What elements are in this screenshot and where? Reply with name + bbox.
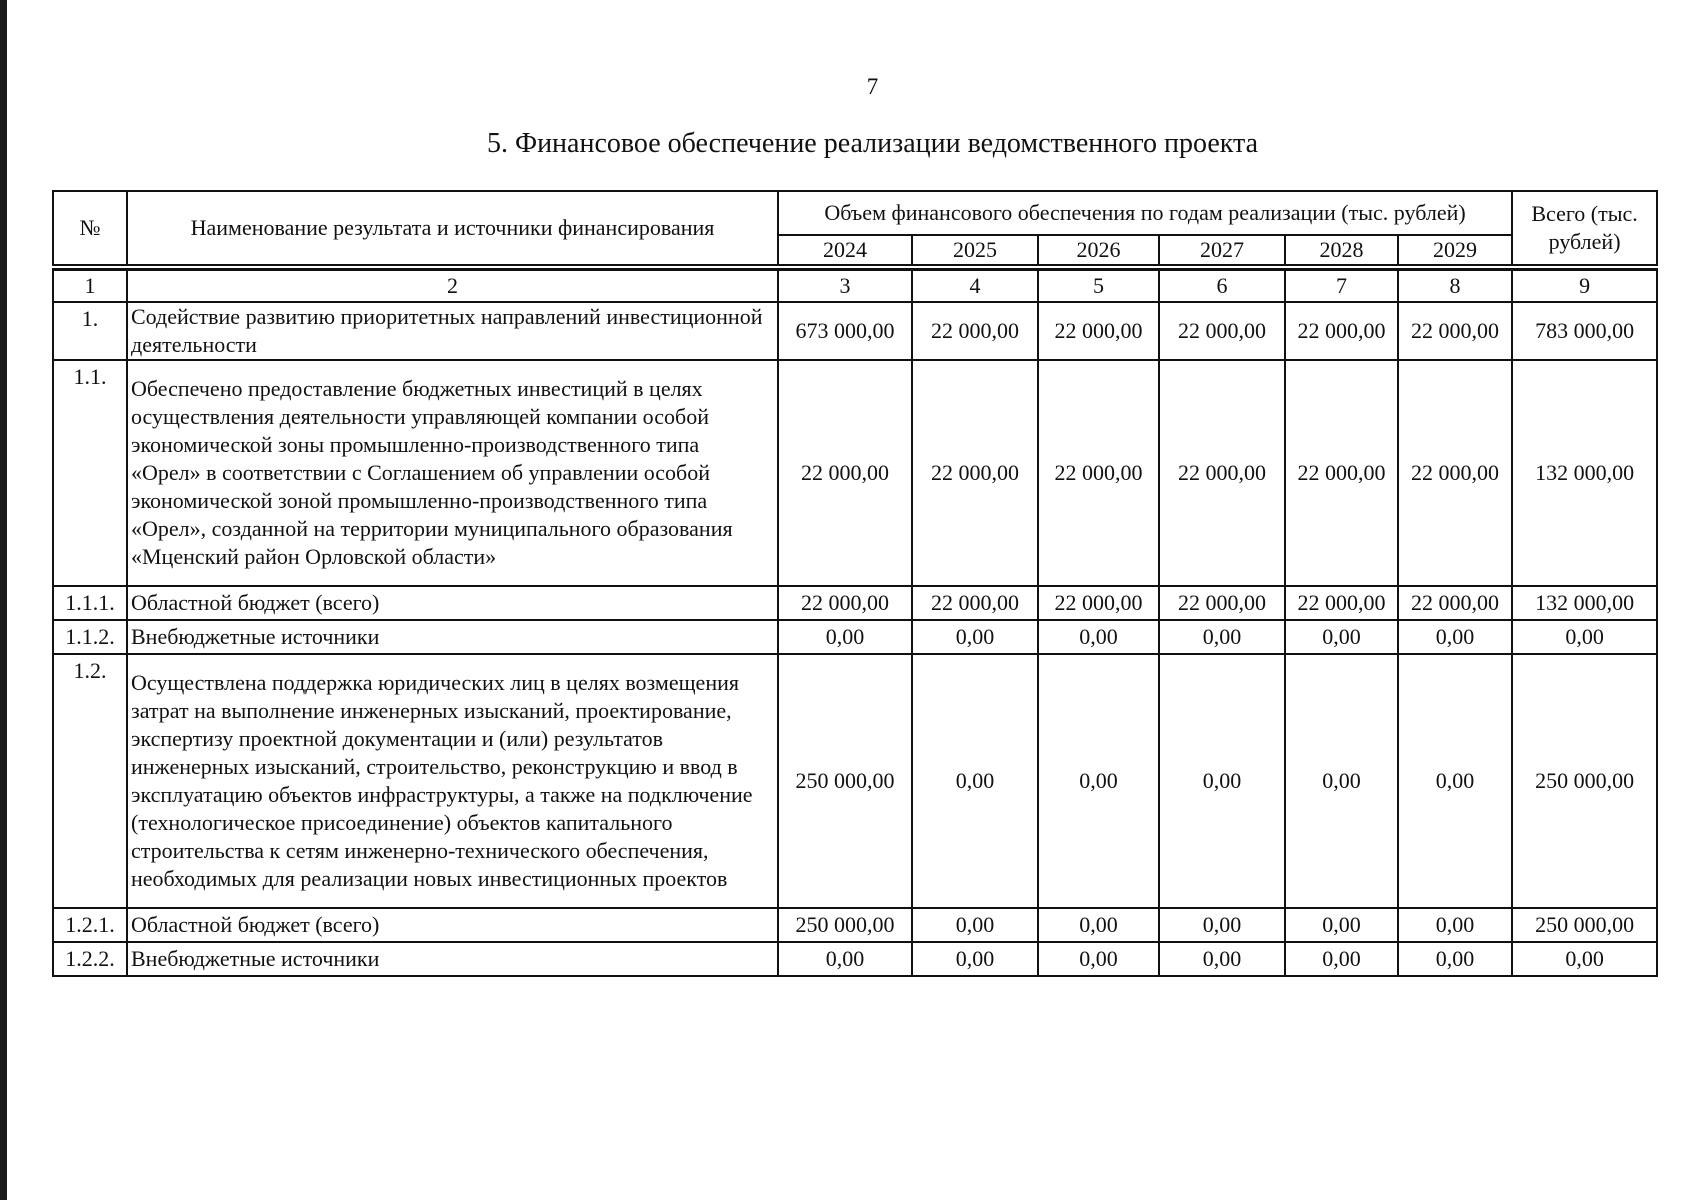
row-value: 0,00 [1398,654,1512,908]
row-value: 0,00 [912,654,1038,908]
row-total: 250 000,00 [1512,654,1657,908]
table-row [53,942,1657,976]
column-number: 1 [53,270,127,303]
row-value: 22 000,00 [1285,302,1398,360]
scan-left-edge [0,0,7,1200]
row-name: Обеспечено предоставление бюджетных инвестиций в целях осуществления деятельности управляющей компании особой экономической зоны промышленно-производственного типа «Орел» в соответствии с Соглашением об управлении особой экономической зоной промышленно-производственного типа «Орел», созданной на территории муниципального образования «Мценский район Орловской области» [127,360,778,586]
table-row [53,908,1657,942]
row-value: 0,00 [1038,654,1159,908]
row-value: 250 000,00 [778,908,912,942]
row-value: 0,00 [912,620,1038,654]
row-value: 22 000,00 [912,586,1038,620]
financing-table [52,190,1658,977]
row-value: 22 000,00 [1038,586,1159,620]
header-year: 2025 [912,235,1038,265]
page-number: 7 [866,74,879,99]
row-value: 673 000,00 [778,302,912,360]
column-numbers-row [53,270,1657,303]
row-value: 0,00 [1285,620,1398,654]
row-value: 0,00 [1285,908,1398,942]
row-value: 0,00 [778,942,912,976]
header-year: 2027 [1159,235,1285,265]
row-value: 0,00 [1159,620,1285,654]
row-total: 132 000,00 [1512,586,1657,620]
column-number: 7 [1285,270,1398,303]
column-number: 5 [1038,270,1159,303]
row-name: Содействие развитию приоритетных направлений инвестиционной деятельности [127,302,778,360]
row-total: 0,00 [1512,620,1657,654]
table-row [53,360,1657,586]
row-num: 1.2.2. [53,942,127,976]
row-value: 0,00 [1038,908,1159,942]
row-value: 22 000,00 [1285,586,1398,620]
row-name: Осуществлена поддержка юридических лиц в целях возмещения затрат на выполнение инженерных изысканий, проектирование, экспертизу проектной документации и (или) результатов инженерных изысканий, строительство, реконструкцию и ввод в эксплуатацию объектов инфраструктуры, а также на подключение (технологическое присоединение) объектов капитального строительства к сетям инженерно-технического обеспечения, необходимых для реализации новых инвестиционных проектов [127,654,778,908]
section-title: 5. Финансовое обеспечение реализации ведомственного проекта [486,128,1259,159]
row-value: 0,00 [1159,942,1285,976]
row-num: 1.1.1. [53,586,127,620]
row-value: 0,00 [1398,620,1512,654]
table-header-row [53,191,1657,235]
row-total: 250 000,00 [1512,908,1657,942]
table-row [53,654,1657,908]
row-num: 1.2.1. [53,908,127,942]
row-value: 22 000,00 [1038,360,1159,586]
header-name: Наименование результата и источники финансирования [127,191,778,265]
row-value: 22 000,00 [778,360,912,586]
row-num: 1.2. [53,654,127,908]
header-num: № [53,191,127,265]
column-number: 6 [1159,270,1285,303]
row-value: 22 000,00 [1398,302,1512,360]
row-value: 22 000,00 [778,586,912,620]
row-value: 22 000,00 [1285,360,1398,586]
row-value: 0,00 [1038,620,1159,654]
row-value: 22 000,00 [1159,360,1285,586]
row-value: 0,00 [1398,908,1512,942]
table-row [53,620,1657,654]
column-number: 9 [1512,270,1657,303]
column-number: 4 [912,270,1038,303]
row-value: 22 000,00 [1398,360,1512,586]
row-value: 250 000,00 [778,654,912,908]
row-value: 22 000,00 [912,302,1038,360]
row-name: Областной бюджет (всего) [127,586,778,620]
header-year: 2029 [1398,235,1512,265]
row-value: 0,00 [912,942,1038,976]
column-number: 3 [778,270,912,303]
row-value: 0,00 [1285,654,1398,908]
header-year: 2026 [1038,235,1159,265]
column-number: 8 [1398,270,1512,303]
row-value: 22 000,00 [1159,586,1285,620]
header-years-group: Объем финансового обеспечения по годам реализации (тыс. рублей) [778,191,1512,235]
row-value: 22 000,00 [1159,302,1285,360]
row-value: 0,00 [1038,942,1159,976]
row-value: 0,00 [1159,654,1285,908]
header-total: Всего (тыс. рублей) [1512,191,1657,265]
row-num: 1.1.2. [53,620,127,654]
row-value: 0,00 [1159,908,1285,942]
table-row [53,302,1657,360]
row-total: 783 000,00 [1512,302,1657,360]
row-name: Внебюджетные источники [127,942,778,976]
table-row [53,586,1657,620]
row-num: 1. [53,302,127,360]
row-num: 1.1. [53,360,127,586]
row-value: 22 000,00 [912,360,1038,586]
row-value: 0,00 [912,908,1038,942]
header-year: 2028 [1285,235,1398,265]
row-name: Внебюджетные источники [127,620,778,654]
row-value: 22 000,00 [1398,586,1512,620]
row-value: 0,00 [1285,942,1398,976]
row-name: Областной бюджет (всего) [127,908,778,942]
row-value: 0,00 [778,620,912,654]
header-year: 2024 [778,235,912,265]
row-total: 132 000,00 [1512,360,1657,586]
row-value: 0,00 [1398,942,1512,976]
row-value: 22 000,00 [1038,302,1159,360]
row-total: 0,00 [1512,942,1657,976]
column-number: 2 [127,270,778,303]
